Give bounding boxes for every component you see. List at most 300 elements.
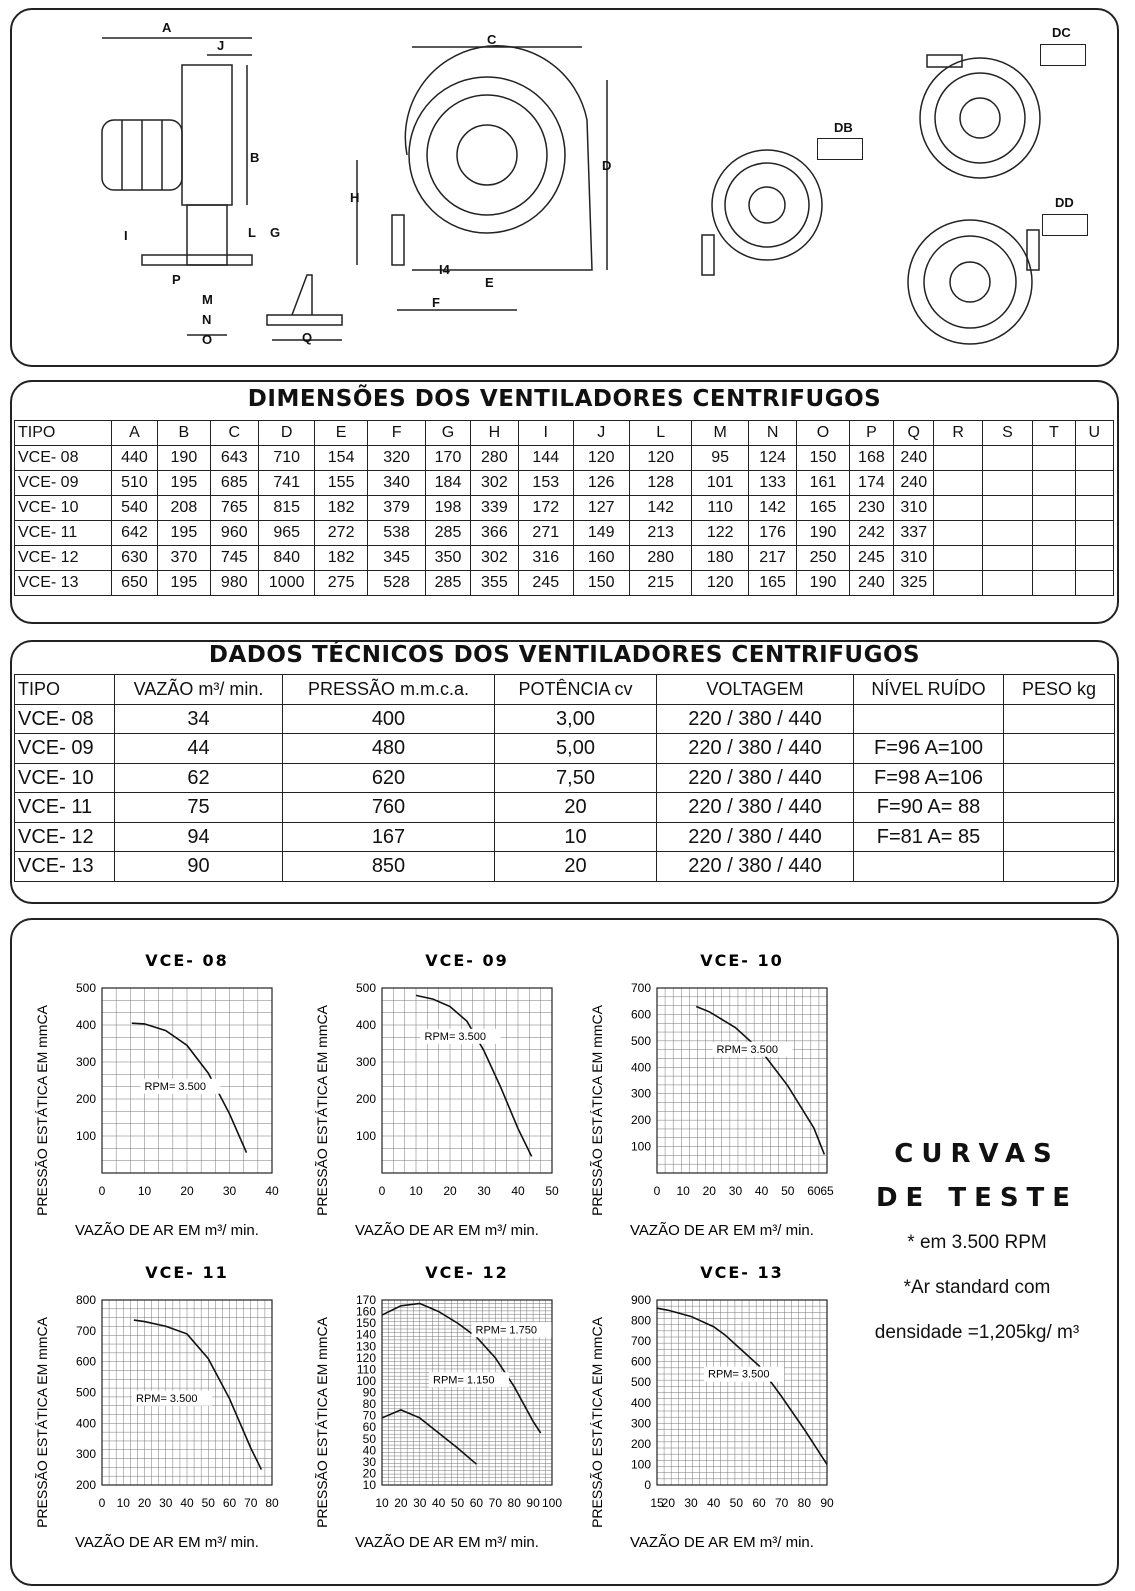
dim-table-cell: 190	[797, 521, 849, 546]
x-tick-label: 70	[244, 1496, 258, 1510]
dim-table-cell: 144	[519, 446, 573, 471]
x-tick-label: 0	[98, 1184, 106, 1198]
y-tick-label: 500	[75, 981, 96, 995]
dim-label-q: Q	[302, 330, 313, 345]
y-tick-label: 90	[362, 1385, 376, 1400]
dim-label-h: H	[350, 190, 360, 205]
dim-table-cell: 165	[797, 496, 849, 521]
dim-table-cell: 160	[573, 546, 629, 571]
series-label: RPM= 1.750	[475, 1324, 537, 1337]
chart-svg	[22, 1260, 292, 1560]
y-tick-label: 300	[630, 1086, 651, 1101]
chart-svg	[302, 1260, 572, 1560]
y-tick-label: 10	[362, 1478, 376, 1492]
dim-table-cell: 310	[894, 496, 934, 521]
performance-chart	[22, 948, 292, 1253]
y-tick-label: 400	[355, 1018, 376, 1032]
y-tick-label: 400	[630, 1060, 651, 1075]
tech-table-row	[15, 734, 1115, 764]
dim-table-cell: 182	[315, 496, 367, 521]
dim-label-l: L	[248, 225, 256, 240]
dim-table-cell	[1075, 546, 1113, 571]
orientation-label-dc: DC	[1052, 25, 1071, 40]
dim-table-cell	[1075, 571, 1113, 596]
dim-table-cell	[1075, 446, 1113, 471]
dim-table-cell: 285	[426, 521, 470, 546]
technical-drawings-panel	[10, 8, 1119, 367]
dim-table-cell: 215	[629, 571, 692, 596]
tech-table-cell: 3,00	[495, 704, 657, 734]
tech-table-cell: 220 / 380 / 440	[657, 734, 854, 764]
y-tick-label: 300	[355, 1055, 376, 1069]
dim-table-cell: 840	[258, 546, 314, 571]
dim-table-cell	[1075, 521, 1113, 546]
dim-table-cell: 379	[367, 496, 425, 521]
dim-table-cell: VCE- 08	[15, 446, 112, 471]
dim-label-i: I	[124, 228, 128, 243]
dim-table-row	[15, 496, 1114, 521]
y-tick-label: 100	[75, 1129, 96, 1143]
tech-table-header-cell: PESO kg	[1004, 675, 1115, 705]
dim-table-cell: 150	[573, 571, 629, 596]
dim-table-cell	[934, 446, 982, 471]
dim-table-row	[15, 471, 1114, 496]
tech-table-cell	[1004, 852, 1115, 882]
y-tick-label: 60	[362, 1420, 376, 1435]
tech-table-cell: 94	[115, 822, 283, 852]
x-tick-label: 70	[488, 1496, 503, 1510]
dim-table-cell: 195	[158, 471, 210, 496]
dimensions-table	[14, 420, 1114, 596]
y-axis-label: PRESSÃO ESTÁTICA EM mmCA	[34, 1317, 50, 1528]
y-tick-label: 500	[630, 1375, 651, 1390]
tech-table-cell: 34	[115, 704, 283, 734]
dim-table-cell: 180	[692, 546, 748, 571]
chart-svg	[577, 1260, 847, 1560]
technical-data-panel	[10, 640, 1119, 904]
dim-table-cell: 133	[748, 471, 796, 496]
fan-drawings	[12, 10, 1117, 365]
x-tick-label: 40	[511, 1184, 525, 1198]
dim-table-cell: 240	[849, 571, 893, 596]
tech-table-cell: F=96 A=100	[854, 734, 1004, 764]
performance-chart	[22, 1260, 292, 1565]
dim-table-cell	[934, 521, 982, 546]
tech-table-cell: 620	[283, 763, 495, 793]
x-tick-label: 20	[661, 1496, 676, 1510]
x-tick-label: 100	[541, 1496, 563, 1510]
dim-table-cell: 980	[210, 571, 258, 596]
tech-table-cell: 480	[283, 734, 495, 764]
chart-svg	[302, 948, 572, 1248]
dim-label-i4: I4	[439, 262, 450, 277]
tech-table-cell: 220 / 380 / 440	[657, 793, 854, 823]
tech-table-row	[15, 822, 1115, 852]
x-tick-label: 90	[526, 1496, 540, 1510]
tech-table-cell: 850	[283, 852, 495, 882]
dim-table-cell: 643	[210, 446, 258, 471]
dim-table-cell: 302	[470, 546, 518, 571]
dim-table-cell: 149	[573, 521, 629, 546]
dim-table-cell: 124	[748, 446, 796, 471]
chart-title: VCE- 10	[700, 951, 784, 970]
dim-table-cell: 195	[158, 521, 210, 546]
y-axis-label: PRESSÃO ESTÁTICA EM mmCA	[589, 1317, 605, 1528]
dim-table-cell: 127	[573, 496, 629, 521]
x-tick-label: 0	[378, 1184, 386, 1198]
dim-table-cell: VCE- 12	[15, 546, 112, 571]
dim-table-cell: 101	[692, 471, 748, 496]
curves-title-line1: CURVAS	[894, 1139, 1060, 1169]
tech-table-cell	[1004, 704, 1115, 734]
tech-table-cell: 5,00	[495, 734, 657, 764]
tech-table-cell	[1004, 763, 1115, 793]
y-tick-label: 80	[362, 1397, 376, 1412]
y-tick-label: 800	[630, 1313, 651, 1328]
dim-table-cell: 280	[629, 546, 692, 571]
y-tick-label: 200	[75, 1478, 96, 1492]
dim-table-cell	[1075, 496, 1113, 521]
tech-table-row	[15, 852, 1115, 882]
dim-table-cell: 345	[367, 546, 425, 571]
orientation-label-db: DB	[834, 120, 853, 135]
x-tick-label: 30	[477, 1184, 491, 1198]
tech-table-cell: 75	[115, 793, 283, 823]
x-tick-label: 20	[394, 1496, 408, 1510]
dimensions-panel	[10, 380, 1119, 624]
y-tick-label: 400	[75, 1018, 96, 1032]
x-axis-label: VAZÃO DE AR EM m³/ min.	[75, 1222, 259, 1239]
y-tick-label: 150	[355, 1316, 376, 1331]
x-tick-label: 50	[729, 1496, 744, 1510]
dim-table-cell: 765	[210, 496, 258, 521]
dim-table-cell: 150	[797, 446, 849, 471]
y-tick-label: 160	[355, 1304, 376, 1319]
dim-table-cell: 650	[111, 571, 157, 596]
y-tick-label: 50	[362, 1431, 376, 1446]
x-tick-label: 30	[684, 1496, 698, 1510]
tech-table-cell	[1004, 822, 1115, 852]
rpm-note: * em 3.500 RPM	[907, 1232, 1047, 1253]
dim-table-header-cell: O	[797, 421, 849, 446]
series-label: RPM= 3.500	[144, 1080, 206, 1093]
dim-table-header-cell: N	[748, 421, 796, 446]
y-tick-label: 40	[362, 1443, 376, 1458]
dim-table-header-cell: F	[367, 421, 425, 446]
chart-title: VCE- 13	[700, 1263, 784, 1282]
x-tick-label: 50	[781, 1184, 795, 1198]
dim-label-g: G	[270, 225, 281, 240]
dim-table-header-cell: P	[849, 421, 893, 446]
x-tick-label: 60	[752, 1496, 766, 1510]
dim-label-e: E	[485, 275, 494, 290]
tech-table-row	[15, 704, 1115, 734]
dim-table-header-cell: D	[258, 421, 314, 446]
series-label: RPM= 1.150	[433, 1374, 495, 1387]
dim-table-header-cell: TIPO	[15, 421, 112, 446]
tech-table-cell	[854, 852, 1004, 882]
dim-table-cell: 302	[470, 471, 518, 496]
chart-title: VCE- 12	[425, 1263, 509, 1282]
dim-label-a: A	[162, 20, 172, 35]
dim-table-cell: VCE- 11	[15, 521, 112, 546]
test-curves-panel	[10, 918, 1119, 1586]
x-tick-label: 20	[137, 1496, 152, 1510]
dim-table-cell	[934, 571, 982, 596]
dim-table-cell: 240	[894, 471, 934, 496]
chart-grid	[657, 988, 827, 1173]
x-axis-label: VAZÃO DE AR EM m³/ min.	[355, 1534, 539, 1551]
dim-table-header-cell: G	[426, 421, 470, 446]
x-tick-label: 50	[545, 1184, 559, 1198]
x-tick-label: 40	[431, 1496, 446, 1510]
x-tick-label: 70	[774, 1496, 789, 1510]
dim-table-cell: 195	[158, 571, 210, 596]
dim-table-cell: 198	[426, 496, 470, 521]
y-tick-label: 400	[630, 1395, 651, 1410]
x-tick-label: 60	[469, 1496, 484, 1510]
dim-table-cell	[934, 546, 982, 571]
dim-label-c: C	[487, 32, 497, 47]
dim-table-cell: VCE- 13	[15, 571, 112, 596]
tech-table-cell: F=98 A=106	[854, 763, 1004, 793]
y-tick-label: 600	[630, 1007, 651, 1022]
x-tick-label: 80	[797, 1496, 812, 1510]
dim-label-p: P	[172, 272, 181, 287]
x-tick-label: 20	[443, 1184, 457, 1198]
tech-table-cell: VCE- 08	[15, 704, 115, 734]
density-note: densidade =1,205kg/ m³	[874, 1322, 1080, 1343]
tech-table-header-cell: PRESSÃO m.m.c.a.	[283, 675, 495, 705]
dim-table-cell: 337	[894, 521, 934, 546]
y-tick-label: 200	[630, 1113, 651, 1128]
dim-table-cell: 685	[210, 471, 258, 496]
chart-grid	[657, 1300, 827, 1485]
series-label: RPM= 3.500	[136, 1392, 198, 1405]
x-tick-label: 30	[222, 1184, 237, 1198]
y-tick-label: 130	[355, 1339, 376, 1354]
dim-table-cell	[982, 471, 1032, 496]
dim-table-cell	[934, 496, 982, 521]
dim-table-cell: 190	[797, 571, 849, 596]
x-tick-label: 10	[375, 1496, 389, 1510]
dim-table-cell: 275	[315, 571, 367, 596]
technical-title: DADOS TÉCNICOS DOS VENTILADORES CENTRIFUGOS	[208, 642, 921, 668]
series-label: RPM= 3.500	[716, 1043, 778, 1056]
dim-table-row	[15, 521, 1114, 546]
tech-table-header-cell: TIPO	[15, 675, 115, 705]
performance-chart	[577, 1260, 847, 1565]
dim-table-cell: 240	[894, 446, 934, 471]
dim-table-header-cell: E	[315, 421, 367, 446]
series-line	[696, 1007, 824, 1155]
x-tick-label: 60	[807, 1184, 821, 1198]
dim-table-cell: 815	[258, 496, 314, 521]
tech-table-cell: 20	[495, 852, 657, 882]
dim-label-n: N	[202, 312, 212, 327]
y-tick-label: 600	[630, 1354, 651, 1369]
dim-table-cell	[982, 546, 1032, 571]
y-tick-label: 70	[362, 1408, 376, 1423]
dim-table-cell: 153	[519, 471, 573, 496]
dim-table-cell: 95	[692, 446, 748, 471]
dim-table-cell: 340	[367, 471, 425, 496]
dim-table-cell: 630	[111, 546, 157, 571]
tech-table-cell: 62	[115, 763, 283, 793]
tech-table-header-cell: VOLTAGEM	[657, 675, 854, 705]
chart-svg	[577, 948, 847, 1248]
dim-table-cell: 161	[797, 471, 849, 496]
dim-table-cell: 271	[519, 521, 573, 546]
x-tick-label: 50	[201, 1496, 215, 1510]
orientation-label-dd: DD	[1055, 195, 1074, 210]
dim-table-cell: 355	[470, 571, 518, 596]
tech-table-cell: F=90 A= 88	[854, 793, 1004, 823]
dim-table-cell: 285	[426, 571, 470, 596]
dim-table-cell: 350	[426, 546, 470, 571]
tech-table-cell: 44	[115, 734, 283, 764]
tech-table-cell: 220 / 380 / 440	[657, 822, 854, 852]
dim-table-cell: 182	[315, 546, 367, 571]
dim-table-header-cell: L	[629, 421, 692, 446]
y-tick-label: 500	[630, 1033, 651, 1048]
x-tick-label: 40	[706, 1496, 721, 1510]
dim-table-header-cell: I	[519, 421, 573, 446]
y-tick-label: 200	[75, 1092, 96, 1106]
y-tick-label: 400	[75, 1416, 96, 1431]
dim-table-cell: 510	[111, 471, 157, 496]
dim-table-cell: 170	[426, 446, 470, 471]
tech-table-cell: 7,50	[495, 763, 657, 793]
dim-table-cell: 155	[315, 471, 367, 496]
dim-table-cell: 366	[470, 521, 518, 546]
dim-table-cell	[1033, 571, 1075, 596]
x-tick-label: 60	[222, 1496, 237, 1510]
x-axis-label: VAZÃO DE AR EM m³/ min.	[630, 1222, 814, 1239]
y-axis-label: PRESSÃO ESTÁTICA EM mmCA	[314, 1317, 330, 1528]
curves-title-line2: DE TESTE	[875, 1183, 1079, 1213]
dim-table-cell: 242	[849, 521, 893, 546]
y-tick-label: 800	[75, 1293, 96, 1307]
tech-table-cell: VCE- 13	[15, 852, 115, 882]
dim-table-row	[15, 571, 1114, 596]
dim-table-cell: 190	[158, 446, 210, 471]
curves-legend-block	[857, 1132, 1097, 1355]
x-tick-label: 50	[450, 1496, 465, 1510]
dim-table-cell: 325	[894, 571, 934, 596]
dim-table-cell: 120	[629, 446, 692, 471]
y-tick-label: 300	[75, 1447, 96, 1462]
y-tick-label: 120	[355, 1350, 376, 1365]
dim-table-cell: 184	[426, 471, 470, 496]
dim-table-header-cell: T	[1033, 421, 1075, 446]
technical-table	[14, 674, 1115, 882]
dim-table-cell	[1033, 546, 1075, 571]
x-axis-label: VAZÃO DE AR EM m³/ min.	[630, 1534, 814, 1551]
performance-chart	[302, 948, 572, 1253]
dim-table-cell: 1000	[258, 571, 314, 596]
y-tick-label: 100	[355, 1373, 376, 1388]
dim-table-header-cell: M	[692, 421, 748, 446]
dim-table-header-cell: J	[573, 421, 629, 446]
dim-table-cell: 174	[849, 471, 893, 496]
dim-table-cell: 245	[519, 571, 573, 596]
dim-table-cell: 120	[692, 571, 748, 596]
y-tick-label: 30	[362, 1454, 376, 1469]
dim-table-cell: 230	[849, 496, 893, 521]
dim-table-cell: 310	[894, 546, 934, 571]
dim-table-cell: 320	[367, 446, 425, 471]
dim-label-f: F	[432, 295, 440, 310]
tech-table-header-cell: POTÊNCIA cv	[495, 675, 657, 705]
y-tick-label: 300	[630, 1416, 651, 1431]
dim-table-cell: 120	[573, 446, 629, 471]
dim-table-cell: VCE- 09	[15, 471, 112, 496]
dim-table-cell	[982, 571, 1032, 596]
x-tick-label: 15	[650, 1496, 664, 1510]
tech-table-header-cell: VAZÃO m³/ min.	[115, 675, 283, 705]
tech-table-cell: VCE- 11	[15, 793, 115, 823]
y-tick-label: 200	[355, 1092, 376, 1106]
x-tick-label: 20	[180, 1184, 194, 1198]
y-tick-label: 0	[644, 1478, 651, 1492]
series-label: RPM= 3.500	[424, 1030, 486, 1043]
dim-table-cell: 213	[629, 521, 692, 546]
series-label: RPM= 3.500	[708, 1368, 770, 1381]
dim-table-header-cell: A	[111, 421, 157, 446]
orientation-box-dc	[1040, 44, 1086, 66]
dim-table-header-cell: H	[470, 421, 518, 446]
dim-table-cell: 122	[692, 521, 748, 546]
tech-table-cell: VCE- 10	[15, 763, 115, 793]
tech-table-header-row	[15, 675, 1115, 705]
dim-table-header-cell: B	[158, 421, 210, 446]
dim-table-cell: 642	[111, 521, 157, 546]
tech-table-cell	[1004, 793, 1115, 823]
tech-table-cell: 220 / 380 / 440	[657, 704, 854, 734]
x-axis-label: VAZÃO DE AR EM m³/ min.	[355, 1222, 539, 1239]
dim-table-cell: 208	[158, 496, 210, 521]
chart-title: VCE- 11	[145, 1263, 229, 1282]
dim-table-header-cell: R	[934, 421, 982, 446]
dim-table-cell	[1033, 471, 1075, 496]
x-tick-label: 65	[820, 1184, 834, 1198]
y-tick-label: 500	[355, 981, 376, 995]
dim-table-cell: 154	[315, 446, 367, 471]
tech-table-cell: 10	[495, 822, 657, 852]
orientation-box-db	[817, 138, 863, 160]
dim-table-cell: 965	[258, 521, 314, 546]
y-axis-label: PRESSÃO ESTÁTICA EM mmCA	[314, 1005, 330, 1216]
dim-table-cell: 110	[692, 496, 748, 521]
y-tick-label: 600	[75, 1354, 96, 1369]
air-note: *Ar standard com	[903, 1277, 1051, 1298]
x-axis-label: VAZÃO DE AR EM m³/ min.	[75, 1534, 259, 1551]
x-tick-label: 20	[702, 1184, 716, 1198]
dim-table-cell: VCE- 10	[15, 496, 112, 521]
x-tick-label: 30	[159, 1496, 173, 1510]
tech-table-cell: 220 / 380 / 440	[657, 852, 854, 882]
curves-title	[857, 1132, 1097, 1220]
y-tick-label: 300	[75, 1055, 96, 1069]
dim-table-header-row	[15, 421, 1114, 446]
tech-table-cell: 20	[495, 793, 657, 823]
dim-table-cell: 142	[629, 496, 692, 521]
dim-table-header-cell: C	[210, 421, 258, 446]
dim-table-cell: 245	[849, 546, 893, 571]
y-tick-label: 700	[630, 1334, 651, 1349]
dim-table-cell: 370	[158, 546, 210, 571]
